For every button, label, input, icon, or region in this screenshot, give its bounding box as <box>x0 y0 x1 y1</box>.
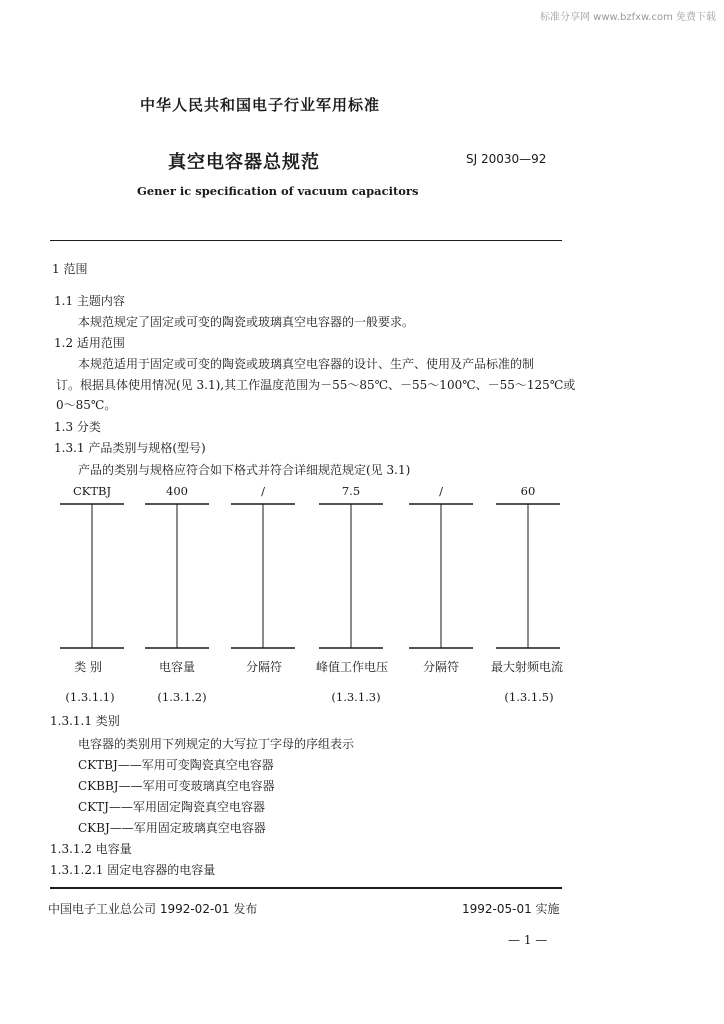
effective-date: 1992-05-01 实施 <box>462 902 560 916</box>
standard-organization: 中华人民共和国电子行业军用标准 <box>140 96 381 114</box>
designation-code-voltage: 7.5 <box>341 484 361 498</box>
category-item-cktj: CKTJ——军用固定陶瓷真空电容器 <box>78 800 265 814</box>
designation-label-category: 类 别 <box>74 660 102 674</box>
designation-code-capacitance: 400 <box>166 484 188 498</box>
category-item-cktbj: CKTBJ——军用可变陶瓷真空电容器 <box>78 758 274 772</box>
designation-ref-voltage: (1.3.1.3) <box>331 690 381 704</box>
section-1-3-1-2-heading: 1.3.1.2 电容量 <box>50 842 132 856</box>
section-1-1-body: 本规范规定了固定或可变的陶瓷或玻璃真空电容器的一般要求。 <box>78 315 415 329</box>
footer-rule <box>50 887 562 889</box>
standard-number: SJ 20030—92 <box>466 152 547 166</box>
section-1-2-body-line2: 订。根据具体使用情况(见 3.1),其工作温度范围为－55～85℃、－55～100℃、－55～125℃或 <box>56 378 576 392</box>
designation-code-separator-2: / <box>439 484 443 498</box>
section-1-3-1-1-heading: 1.3.1.1 类别 <box>50 714 120 728</box>
designation-ref-current: (1.3.1.5) <box>504 690 554 704</box>
designation-label-current: 最大射频电流 <box>490 660 563 674</box>
designation-ref-category: (1.3.1.1) <box>65 690 115 704</box>
section-1-3-1-body: 产品的类别与规格应符合如下格式并符合详细规范规定(见 3.1) <box>78 463 411 477</box>
document-title: 真空电容器总规范 <box>168 152 320 173</box>
section-1-2-body-line3: 0～85℃。 <box>56 398 117 412</box>
section-1-2-body-line1: 本规范适用于固定或可变的陶瓷或玻璃真空电容器的设计、生产、使用及产品标准的制 <box>78 357 535 371</box>
designation-code-separator-1: / <box>261 484 265 498</box>
designation-ref-capacitance: (1.3.1.2) <box>157 690 207 704</box>
designation-label-voltage: 峰值工作电压 <box>315 660 388 674</box>
designation-label-separator-2: 分隔符 <box>422 660 459 674</box>
issue-date: 中国电子工业总公司 1992-02-01 发布 <box>48 902 258 916</box>
section-1-heading: 1 范围 <box>52 262 88 276</box>
section-1-3-1-heading: 1.3.1 产品类别与规格(型号) <box>54 441 206 455</box>
category-item-ckbbj: CKBBJ——军用可变玻璃真空电容器 <box>78 779 275 793</box>
watermark: 标准分享网 www.bzfxw.com 免费下载 <box>540 12 716 23</box>
section-1-1-heading: 1.1 主题内容 <box>54 294 125 308</box>
english-title: Gener ic specification of vacuum capacitors <box>137 184 419 198</box>
designation-label-separator-1: 分隔符 <box>245 660 282 674</box>
section-1-3-1-2-1-heading: 1.3.1.2.1 固定电容器的电容量 <box>50 863 216 877</box>
designation-label-capacitance: 电容量 <box>158 660 195 674</box>
page-number: — 1 — <box>508 933 548 947</box>
designation-code-current: 60 <box>520 484 536 498</box>
section-1-3-heading: 1.3 分类 <box>54 420 101 434</box>
category-item-ckbj: CKBJ——军用固定玻璃真空电容器 <box>78 821 266 835</box>
section-1-3-1-1-body: 电容器的类别用下列规定的大写拉丁字母的序组表示 <box>78 737 355 751</box>
section-1-2-heading: 1.2 适用范围 <box>54 336 125 350</box>
designation-code-category: CKTBJ <box>72 484 112 498</box>
